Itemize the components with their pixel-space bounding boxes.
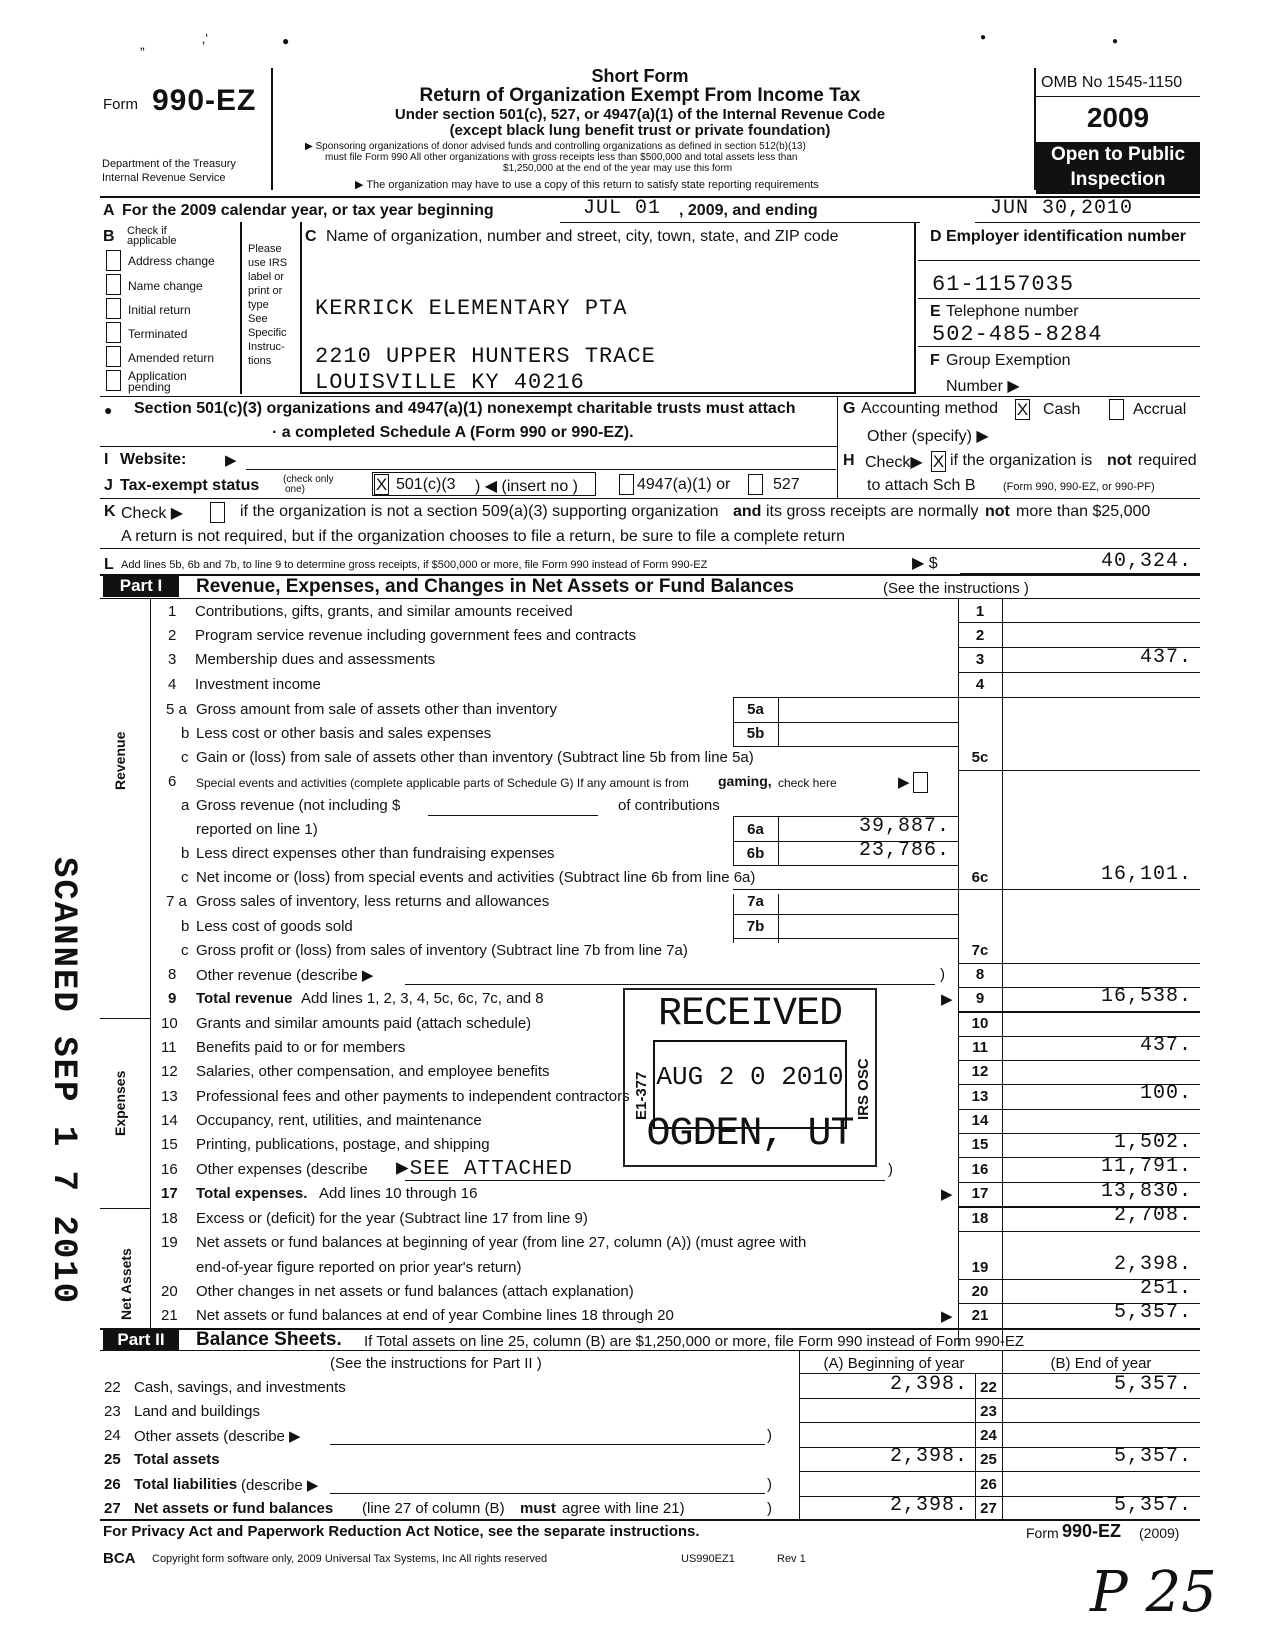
section-h-text5: (Form 990, 990-EZ, or 990-PF) [1003,481,1155,493]
section-e-text: Telephone number [946,303,1079,320]
liabilities-description[interactable] [330,1493,765,1494]
line-19-value[interactable]: 2,398. [1113,1253,1192,1276]
other-revenue-description[interactable] [405,984,935,985]
revision: Rev 1 [777,1553,806,1565]
sec501-note-2: · a completed Schedule A (Form 990 or 990-EZ). [272,424,634,441]
sch-b-checkbox[interactable]: X [932,452,945,471]
part1-tag: Part I [103,575,179,597]
net-assets-end-value[interactable]: 5,357. [1113,1494,1192,1517]
ein-value[interactable]: 61-1157035 [932,272,1075,297]
received-place: OGDEN, UT [646,1112,854,1157]
527-label: 527 [773,476,800,493]
group-exemption-number[interactable]: Number ▶ [946,378,1020,395]
tax-exempt-text: Tax-exempt status [120,477,260,494]
initial-return-label: Initial return [128,303,191,317]
cash-checkbox[interactable]: X [1016,400,1029,419]
stamp-left-code: E1-377 [633,1071,650,1120]
accrual-checkbox[interactable] [1109,399,1124,420]
other-assets-end-value[interactable] [1004,1421,1192,1443]
4947-label: 4947(a)(1) or [637,476,731,493]
contributions-excluded-input[interactable] [428,815,598,816]
section-b-label: B [103,228,115,245]
scanned-stamp: SCANNED SEP 1 7 2010 [44,857,82,1306]
received-stamp [623,988,877,1167]
terminated-label: Terminated [128,327,188,341]
line-7a-value[interactable] [780,892,956,914]
section-d-label: D Employer identification number [930,228,1187,245]
copyright: Copyright form software only, 2009 Universal Tax Systems, Inc All rights reserved [152,1553,548,1565]
software-code: US990EZ1 [681,1553,735,1565]
section-f-label: F [930,352,940,369]
liabilities-end-value[interactable] [1004,1470,1192,1492]
part2-tag: Part II [103,1329,179,1350]
footer-form-number: 990-EZ [1062,1521,1122,1541]
part2-title: Balance Sheets. [196,1329,342,1350]
tax-exempt-label: J [104,477,113,494]
gross-receipts-value[interactable]: 40,324. [1100,550,1192,573]
address-change-label: Address change [128,254,215,268]
stamp-right-code: IRS OSC [855,1058,872,1120]
section-h-text4: to attach Sch B [867,477,976,494]
website-input[interactable] [246,469,836,470]
state-requirements: ▶ The organization may have to use a copy of this return to satisfy state reporting requirements [355,179,819,191]
line-21-value[interactable]: 5,357. [1113,1301,1192,1324]
privacy-notice: For Privacy Act and Paperwork Reduction Act Notice, see the separate instructions. [103,1523,700,1540]
4947-checkbox[interactable] [619,474,634,495]
other-assets-begin-value[interactable] [800,1421,968,1443]
except-note: (except black lung benefit trust or private foundation) [449,122,831,139]
dept-irs: Internal Revenue Service [102,172,226,184]
line-11-value[interactable]: 437. [1139,1034,1192,1057]
line-k2-text: A return is not required, but if the organization chooses to file a return, be sure to file a complete return [121,528,845,545]
application-pending-checkbox[interactable] [106,370,121,391]
received-text: RECEIVED [657,992,843,1037]
handwritten-note: P 25 [1090,1560,1217,1625]
name-change-label: Name change [128,279,203,293]
open-to-public-badge [1036,142,1200,194]
net-assets-side-label: Net Assets [118,1248,134,1320]
amended-return-label: Amended return [128,351,215,365]
bca-label: BCA [103,1550,136,1567]
col-b-header: (B) End of year [1050,1355,1152,1372]
line-13-value[interactable]: 100. [1139,1082,1192,1105]
sponsor-note-2: must file Form 990 All other organizations with gross receipts less than $500,000 and total assets less than [325,152,798,163]
line-15-value[interactable]: 1,502. [1113,1131,1192,1154]
total-revenue-value[interactable]: 16,538. [1100,985,1192,1008]
line-6b-value[interactable]: 23,786. [858,839,950,862]
received-date: AUG 2 0 2010 [656,1062,844,1092]
line-3-value[interactable]: 437. [1139,646,1192,669]
line-a-label: A [103,202,115,219]
part1-see: (See the instructions ) [883,580,1029,597]
line-a-mid: , 2009, and ending [679,202,818,219]
501c-checkbox[interactable]: X [375,475,388,494]
501c-label: 501(c)(3 [396,476,456,493]
line-a-text: For the 2009 calendar year, or tax year beginning [122,202,494,219]
line-6a-value[interactable]: 39,887. [858,815,950,838]
phone-value[interactable]: 502-485-8284 [932,322,1103,347]
tax-year-begin[interactable]: JUL 01 [583,197,662,220]
org-street[interactable]: 2210 UPPER HUNTERS TRACE [315,344,656,369]
land-begin-value[interactable] [800,1397,968,1419]
form-word: Form [103,96,138,113]
revenue-side-label: Revenue [112,731,128,790]
sponsor-note-3: $1,250,000 at the end of the year may use this form [503,163,733,174]
expenses-side-label: Expenses [112,1070,128,1136]
applicable: applicable [127,235,177,247]
tax-year: 2009 [1086,102,1150,133]
line-k-text: Check ▶ [121,505,184,522]
short-form-label: Short Form [591,66,689,86]
net-assets-begin-value[interactable]: 2,398. [889,1494,968,1517]
527-checkbox[interactable] [748,474,763,495]
line-16-value[interactable]: 11,791. [1100,1155,1192,1178]
gaming-checkbox[interactable] [913,772,928,793]
land-end-value[interactable] [1004,1397,1192,1419]
please-print-note: Please use IRS label or print or type See Specific Instruc- tions [248,243,288,367]
total-expenses-value[interactable]: 13,830. [1100,1180,1192,1203]
tax-year-end[interactable]: JUN 30,2010 [990,197,1134,220]
total-assets-begin-value[interactable]: 2,398. [889,1445,968,1468]
check-if: Check if [127,225,167,237]
terminated-checkbox[interactable] [106,322,121,343]
inspection-line: Inspection [1070,169,1166,190]
section-g-label: G [843,400,856,417]
part2-see: (See the instructions for Part II ) [330,1355,542,1372]
cash-label: Cash [1043,401,1081,418]
line-20-value[interactable]: 251. [1139,1277,1192,1300]
line-7b-value[interactable] [780,917,956,939]
initial-return-checkbox[interactable] [106,298,121,319]
line-l-text: Add lines 5b, 6b and 7b, to line 9 to determine gross receipts, if $500,000 or more, file Form 990 instead of Form 990-EZ [121,559,708,571]
sponsor-note-1: ▶ Sponsoring organizations of donor advised funds and controlling organizations as defined in section 512(b)(13) [305,141,806,152]
cash-end-value[interactable]: 5,357. [1113,1373,1192,1396]
website-label: I [104,451,109,468]
line-5a-value[interactable] [780,700,956,722]
col-a-header: (A) Beginning of year [823,1355,965,1372]
section-h-text2: if the organization is [950,452,1093,469]
line-k-label: K [104,503,116,520]
under-section: Under section 501(c), 527, or 4947(a)(1) of the Internal Revenue Code [394,106,886,123]
omb-number: OMB No 1545-1150 [1041,74,1183,91]
other-assets-description[interactable] [330,1444,765,1445]
line-6c-value[interactable]: 16,101. [1100,863,1192,886]
form-title: Return of Organization Exempt From Income Tax [419,85,861,106]
total-assets-end-value[interactable]: 5,357. [1113,1445,1192,1468]
accrual-label: Accrual [1133,401,1187,418]
application-label: Application [128,369,187,383]
liabilities-begin-value[interactable] [800,1470,968,1492]
line-5b-value[interactable] [780,724,956,746]
amended-return-checkbox[interactable] [106,346,121,367]
cash-begin-value[interactable]: 2,398. [889,1373,968,1396]
section-g-text: Accounting method [861,400,998,417]
line-k-checkbox[interactable] [210,502,225,523]
section-c-label: C [305,228,317,245]
section-e-label: E [930,303,941,320]
line-l-label: L [104,556,114,573]
open-public-line: Open to Public [1050,144,1186,165]
sec501-note-1: Section 501(c)(3) organizations and 4947(a)(1) nonexempt charitable trusts must attach [134,400,796,417]
org-name[interactable]: KERRICK ELEMENTARY PTA [315,296,628,321]
pending-label: pending [128,380,171,394]
name-change-checkbox[interactable] [106,274,121,295]
form-number: 990-EZ [152,84,257,117]
section-h-text: Check▶ [865,454,923,471]
section-h-label: H [843,452,855,469]
address-change-checkbox[interactable] [106,250,121,271]
dept-treasury: Department of the Treasury [102,158,236,170]
accounting-other[interactable]: Other (specify) ▶ [867,428,989,445]
part1-title: Revenue, Expenses, and Changes in Net Assets or Fund Balances [196,576,794,597]
part2-text: If Total assets on line 25, column (B) are $1,250,000 or more, file Form 990 instead of Form 990-EZ [364,1333,1025,1350]
section-c-text: Name of organization, number and street, city, town, state, and ZIP code [326,228,839,245]
other-expenses-description[interactable]: ▶SEE ATTACHED [396,1158,573,1181]
line-18-value[interactable]: 2,708. [1113,1204,1192,1227]
website-text: Website: [120,451,187,468]
org-city[interactable]: LOUISVILLE KY 40216 [315,370,585,395]
section-f-text: Group Exemption [946,352,1071,369]
